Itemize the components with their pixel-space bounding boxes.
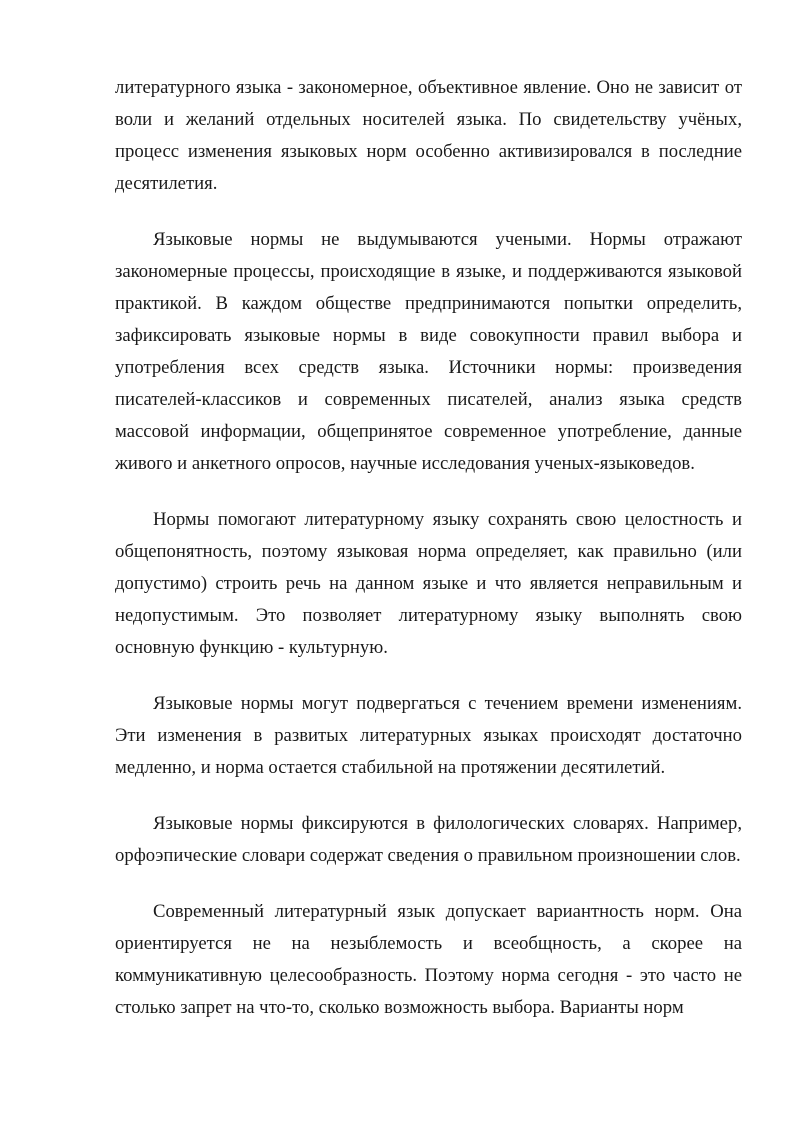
paragraph-4: Языковые нормы могут подвергаться с течением времени изменениям. Эти изменения в развитых литературных языках происходят достаточно медленно, и норма остается стабильной на протяжении десятилетий. — [115, 693, 742, 778]
paragraph-3: Нормы помогают литературному языку сохранять свою целостность и общепонятность, поэтому языковая норма определяет, как правильно (или допустимо) строить речь на данном языке и что является неправильным и недопустимым. Это позволяет литературному языку выполнять свою основную функцию - культурную. — [115, 509, 742, 658]
document-body — [115, 72, 742, 1024]
paragraph-5: Языковые нормы фиксируются в филологических словарях. Например, орфоэпические словари содержат сведения о правильном произношении слов. — [115, 813, 742, 866]
paragraph-6: Современный литературный язык допускает вариантность норм. Она ориентируется не на незыблемость и всеобщность, а скорее на коммуникативную целесообразность. Поэтому норма сегодня - это часто не столько запрет на что-то, сколько возможность выбора. Варианты норм — [115, 901, 742, 1018]
paragraph-2: Языковые нормы не выдумываются учеными. Нормы отражают закономерные процессы, происходящие в языке, и поддерживаются языковой практикой. В каждом обществе предпринимаются попытки определить, зафиксировать языковые нормы в виде совокупности правил выбора и употребления всех средств языка. Источники нормы: произведения писателей-классиков и современных писателей, анализ языка средств массовой информации, общепринятое современное употребление, данные живого и анкетного опросов, научные исследования ученых-языковедов. — [115, 229, 742, 474]
paragraph-1: литературного языка - закономерное, объективное явление. Оно не зависит от воли и желаний отдельных носителей языка. По свидетельству учёных, процесс изменения языковых норм особенно активизировался в последние десятилетия. — [115, 77, 742, 194]
